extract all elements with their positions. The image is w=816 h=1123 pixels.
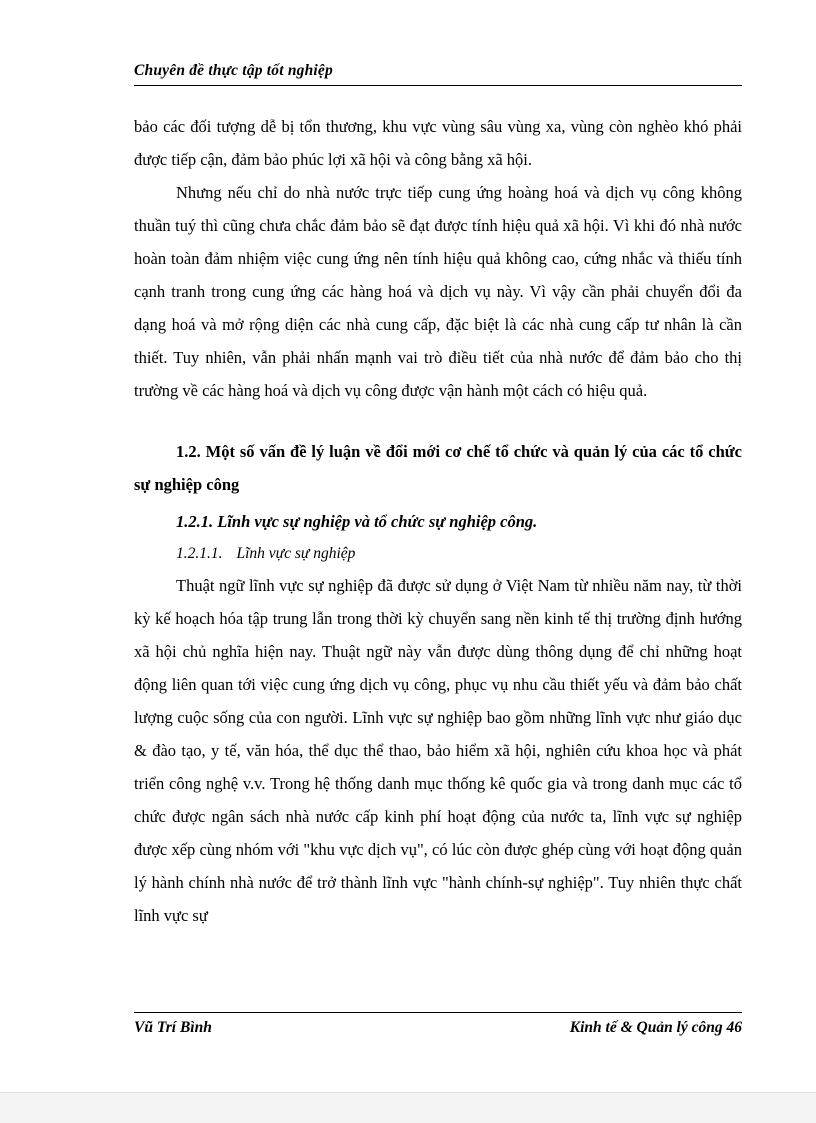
section-title: Lĩnh vực sự nghiệp xyxy=(236,545,356,562)
section-number: 1.2.1.1. xyxy=(176,545,223,562)
section-heading-1-2: 1.2. Một số vấn đề lý luận về đổi mới cơ chế tổ chức và quản lý của các tổ chức sự nghiệp công xyxy=(134,442,742,494)
section-heading-1-2-1-1 xyxy=(134,538,742,569)
header-title: Chuyên đề thực tập tốt nghiệp xyxy=(134,62,333,79)
footer-class: Kinh tế & Quản lý công 46 xyxy=(569,1019,742,1036)
page-content xyxy=(134,62,742,932)
section-heading-1-2-1: 1.2.1. Lĩnh vực sự nghiệp và tổ chức sự nghiệp công. xyxy=(176,512,538,531)
header-divider xyxy=(134,85,742,86)
paragraph-3: Thuật ngữ lĩnh vực sự nghiệp đã được sử dụng ở Việt Nam từ nhiều năm nay, từ thời kỳ kế hoạch hóa tập trung lẫn trong thời kỳ chuyển sang nền kinh tế thị trường định hướng xã hội chủ nghĩa hiện nay. Thuật ngữ này vẫn được dùng thông dụng để chỉ những hoạt động liên quan tới việc cung ứng dịch vụ công, phục vụ nhu cầu thiết yếu và đảm bảo chất lượng cuộc sống của con người. Lĩnh vực sự nghiệp bao gồm những lĩnh vực như giáo dục & đào tạo, y tế, văn hóa, thể dục thể thao, bảo hiểm xã hội, nghiên cứu khoa học và phát triển công nghệ v.v. Trong hệ thống danh mục thống kê quốc gia và trong danh mục các tổ chức được ngân sách nhà nước cấp kinh phí hoạt động của nước ta, lĩnh vực sự nghiệp được xếp cùng nhóm với "khu vực dịch vụ", có lúc còn được ghép cùng với hoạt động quản lý hành chính nhà nước để trở thành lĩnh vực "hành chính-sự nghiệp". Tuy nhiên thực chất lĩnh vực sự xyxy=(134,576,742,925)
paragraph-2: Nhưng nếu chỉ do nhà nước trực tiếp cung ứng hoàng hoá và dịch vụ công không thuần tuý thì cũng chưa chắc đảm bảo sẽ đạt được tính hiệu quả xã hội. Vì khi đó nhà nước hoàn toàn đảm nhiệm việc cung ứng nên tính hiệu quả không cao, cứng nhắc và thiếu tính cạnh tranh trong cung ứng các hàng hoá và dịch vụ này. Vì vậy cần phải chuyển đổi đa dạng hoá và mở rộng diện các nhà cung cấp, đặc biệt là các nhà cung cấp tư nhân là cần thiết. Tuy nhiên, vẫn phải nhấn mạnh vai trò điều tiết của nhà nước để đảm bảo cho thị trường về các hàng hoá và dịch vụ công được vận hành một cách có hiệu quả. xyxy=(134,183,742,400)
page-bottom-edge xyxy=(0,1092,816,1123)
paragraph-1: bảo các đối tượng dễ bị tổn thương, khu vực vùng sâu vùng xa, vùng còn nghèo khó phải được tiếp cận, đảm bảo phúc lợi xã hội và công bằng xã hội. xyxy=(134,117,742,169)
footer-row xyxy=(134,1019,742,1037)
running-header xyxy=(134,62,742,90)
footer-author: Vũ Trí Bình xyxy=(134,1019,212,1036)
footer-divider xyxy=(134,1012,742,1013)
body-text xyxy=(134,110,742,932)
running-footer xyxy=(134,1012,742,1037)
